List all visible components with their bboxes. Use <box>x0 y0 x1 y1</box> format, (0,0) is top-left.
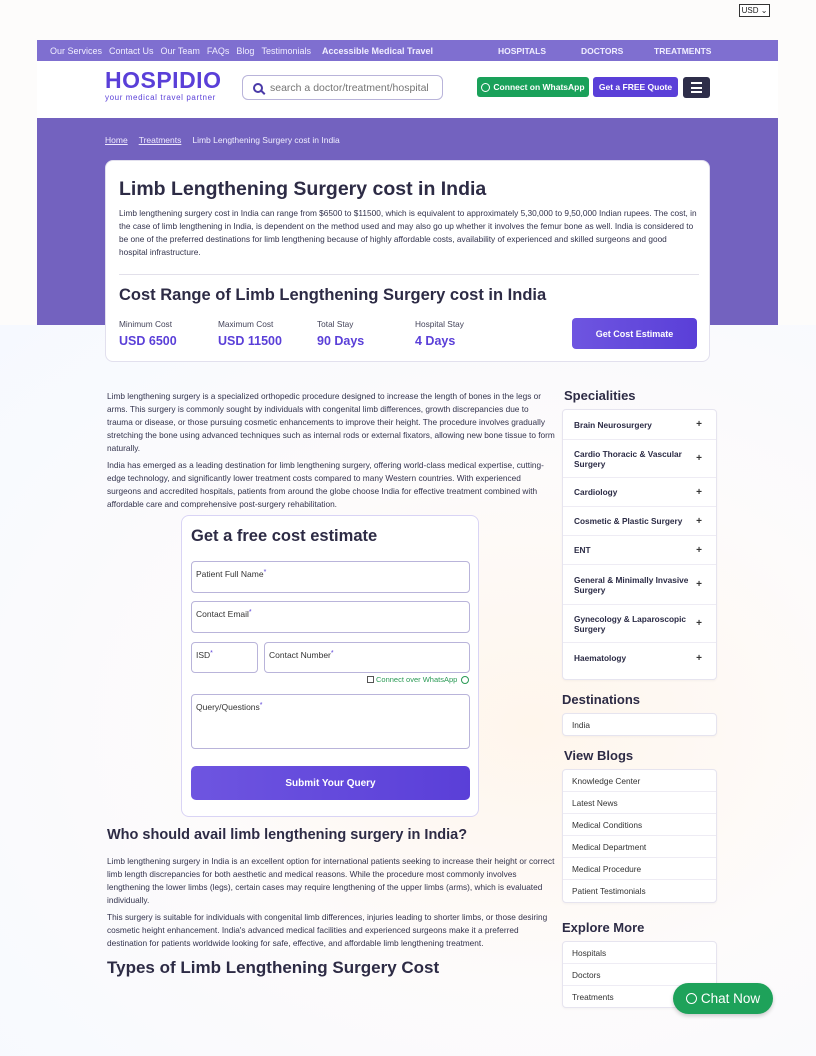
specialities-list <box>562 409 717 680</box>
search-icon <box>253 83 263 93</box>
topbar-link-contact[interactable]: Contact Us <box>109 45 154 56</box>
speciality-item[interactable]: General & Minimally Invasive Surgery + <box>563 565 716 605</box>
stat-value: 4 Days <box>415 334 456 348</box>
whatsapp-button-label: Connect on WhatsApp <box>493 82 585 92</box>
explore-item[interactable]: Treatments <box>572 992 614 1002</box>
intro-paragraph-1: Limb lengthening surgery is a specialized orthopedic procedure designed to increase the length of bones in the legs or arms. This surgery is commonly sought by individuals with congenital limb differences, growth discrepancies due to trauma or disease, or those pursuing cosmetic enhancements to improve their height. The procedure involves gradually stretching the bone using advanced techniques such as internal rods or external fixators, allowing new bone tissue to form naturally. <box>107 391 555 453</box>
stat-label: Minimum Cost <box>119 319 173 329</box>
stat-total-stay <box>317 319 364 348</box>
types-heading: Types of Limb Lengthening Surgery Cost <box>107 958 440 977</box>
cost-range-heading: Cost Range of Limb Lengthening Surgery cost in India <box>119 286 547 304</box>
currency-select[interactable]: USD ⌄ <box>739 4 770 17</box>
explore-item[interactable]: Hospitals <box>563 942 716 964</box>
speciality-item[interactable]: Cosmetic & Plastic Surgery + <box>563 507 716 536</box>
blog-item[interactable]: Latest News <box>563 792 716 814</box>
get-cost-estimate-button[interactable]: Get Cost Estimate <box>572 318 697 349</box>
isd-field[interactable]: ISD* <box>191 642 258 673</box>
speciality-item[interactable]: Cardio Thoracic & Vascular Surgery + <box>563 440 716 478</box>
destination-item[interactable]: India <box>572 720 590 730</box>
who-paragraph-1: Limb lengthening surgery in India is an excellent option for international patients seeking to increase their height or correct limb length discrepancies for both aesthetic and medical reasons. While the procedure most commonly involves lengthening the lower limbs (legs), certain cases may require lengthening of the upper limbs (arms), which is evaluated individually. <box>107 856 555 905</box>
plus-icon[interactable]: + <box>696 453 702 464</box>
logo-tagline: your medical travel partner <box>105 93 216 102</box>
email-field[interactable]: Contact Email* <box>191 601 470 633</box>
plus-icon[interactable]: + <box>696 486 702 498</box>
topbar-link-faqs[interactable]: FAQs <box>206 45 230 56</box>
explore-title: Explore More <box>562 920 645 935</box>
whatsapp-icon <box>686 993 697 1004</box>
blogs-list <box>562 769 717 903</box>
menu-button[interactable] <box>683 77 710 98</box>
menu-icon <box>691 82 702 84</box>
query-textarea[interactable]: Query/Questions* <box>191 694 470 749</box>
speciality-item[interactable]: Haematology + <box>574 652 702 664</box>
breadcrumb-treatments[interactable]: Treatments <box>138 135 182 145</box>
plus-icon[interactable]: + <box>696 544 702 556</box>
stat-value: USD 6500 <box>119 334 177 348</box>
stat-hospital-stay <box>415 319 464 348</box>
plus-icon[interactable]: + <box>696 419 702 430</box>
field-label: Query/Questions <box>196 702 260 712</box>
whatsapp-icon <box>481 83 490 92</box>
speciality-item[interactable]: Gynecology & Laparoscopic Surgery + <box>563 605 716 643</box>
field-label: Contact Number <box>269 650 331 660</box>
field-label: Contact Email <box>196 609 249 619</box>
chat-now-button[interactable] <box>673 983 773 1014</box>
destinations-title: Destinations <box>562 692 641 707</box>
speciality-item[interactable]: ENT + <box>563 536 716 565</box>
whatsapp-checkbox-label: Connect over WhatsApp <box>376 675 458 684</box>
stat-maximum-cost <box>218 319 282 348</box>
divider <box>119 274 699 275</box>
submit-query-button[interactable]: Submit Your Query <box>191 766 470 800</box>
explore-item[interactable]: Doctors <box>563 964 716 986</box>
stat-value: USD 11500 <box>218 334 282 348</box>
topbar-link-testimonials[interactable]: Testimonials <box>261 45 311 56</box>
intro-paragraph-2: India has emerged as a leading destination for limb lengthening surgery, offering world-class medical expertise, cutting-edge technology, and significantly lower treatment costs compared to many Western countries. With experienced surgeons and accredited hospitals, patients from around the globe choose India for effective treatment combined with affordable care and comprehensive post-surgery rehabilitation. <box>107 460 544 509</box>
topbar-tagline: Accessible Medical Travel <box>321 45 434 56</box>
search-box[interactable] <box>242 75 443 100</box>
page-title: Limb Lengthening Surgery cost in India <box>119 178 487 200</box>
nav-treatments[interactable]: TREATMENTS <box>654 45 712 56</box>
blog-item[interactable]: Medical Department <box>563 836 716 858</box>
topbar-link-services[interactable]: Our Services <box>50 45 103 56</box>
blog-item[interactable]: Patient Testimonials <box>572 886 646 896</box>
free-quote-button[interactable]: Get a FREE Quote <box>593 77 678 97</box>
logo-wordmark: HOSPIDIO <box>105 67 222 93</box>
who-heading: Who should avail limb lengthening surgery in India? <box>107 827 468 843</box>
stat-label: Hospital Stay <box>415 319 464 329</box>
topbar-link-blog[interactable]: Blog <box>236 45 255 56</box>
cost-summary-card <box>105 160 710 362</box>
whatsapp-icon <box>461 676 469 684</box>
speciality-item[interactable]: Cardiology + <box>563 478 716 507</box>
who-paragraph-2: This surgery is suitable for individuals with congenital limb differences, injuries leading to shorter limbs, or those desiring cosmetic height enhancement. India's advanced medical facilities and experienced surgeons make it a preferred destination for patients worldwide looking for safe, effective, and affordable limb lengthening treatment. <box>107 912 548 948</box>
logo[interactable] <box>105 68 221 102</box>
whatsapp-checkbox[interactable] <box>367 675 469 684</box>
speciality-item[interactable]: Brain Neurosurgery + <box>563 410 716 440</box>
stat-label: Maximum Cost <box>218 319 274 329</box>
form-title: Get a free cost estimate <box>191 527 378 545</box>
blogs-title: View Blogs <box>564 748 634 763</box>
checkbox-icon[interactable] <box>367 676 374 683</box>
field-label: Patient Full Name <box>196 569 264 579</box>
phone-field[interactable]: Contact Number* <box>264 642 470 673</box>
breadcrumb-current: Limb Lengthening Surgery cost in India <box>192 135 340 145</box>
nav-doctors[interactable]: DOCTORS <box>581 45 624 56</box>
breadcrumb-home[interactable]: Home <box>105 135 128 145</box>
plus-icon[interactable]: + <box>696 652 702 664</box>
blog-item[interactable]: Medical Procedure <box>563 858 716 880</box>
patient-name-field[interactable]: Patient Full Name* <box>191 561 470 593</box>
top-bar <box>37 40 778 61</box>
stat-minimum-cost <box>119 319 177 348</box>
cost-description: Limb lengthening surgery cost in India can range from $6500 to $11500, which is equivalent to approximately 5,30,000 to 9,50,000 Indian rupees. The cost, in the case of limb lengthening in India, is dependent on the method used and may also go up whether it involves the femur bone as well. India is considered to be one of the preferred destinations for limb lengthening because of highly affordable costs, availability of experienced and skilled surgeons and good hospital infrastructure. <box>119 208 697 257</box>
stat-value: 90 Days <box>317 334 365 348</box>
field-label: ISD <box>196 650 211 660</box>
chat-now-label: Chat Now <box>700 991 761 1006</box>
topbar-link-team[interactable]: Our Team <box>160 45 200 56</box>
nav-hospitals[interactable]: HOSPITALS <box>498 45 547 56</box>
plus-icon[interactable]: + <box>696 579 702 590</box>
stat-label: Total Stay <box>317 319 354 329</box>
blog-item[interactable]: Knowledge Center <box>563 770 716 792</box>
breadcrumb <box>105 135 340 145</box>
specialities-title: Specialities <box>564 388 636 403</box>
destinations-list <box>562 713 717 736</box>
cost-estimate-form <box>181 515 479 817</box>
search-input[interactable] <box>270 82 436 94</box>
blog-item[interactable]: Medical Conditions <box>563 814 716 836</box>
plus-icon[interactable]: + <box>696 618 702 629</box>
plus-icon[interactable]: + <box>696 515 702 527</box>
whatsapp-button[interactable] <box>477 77 589 97</box>
